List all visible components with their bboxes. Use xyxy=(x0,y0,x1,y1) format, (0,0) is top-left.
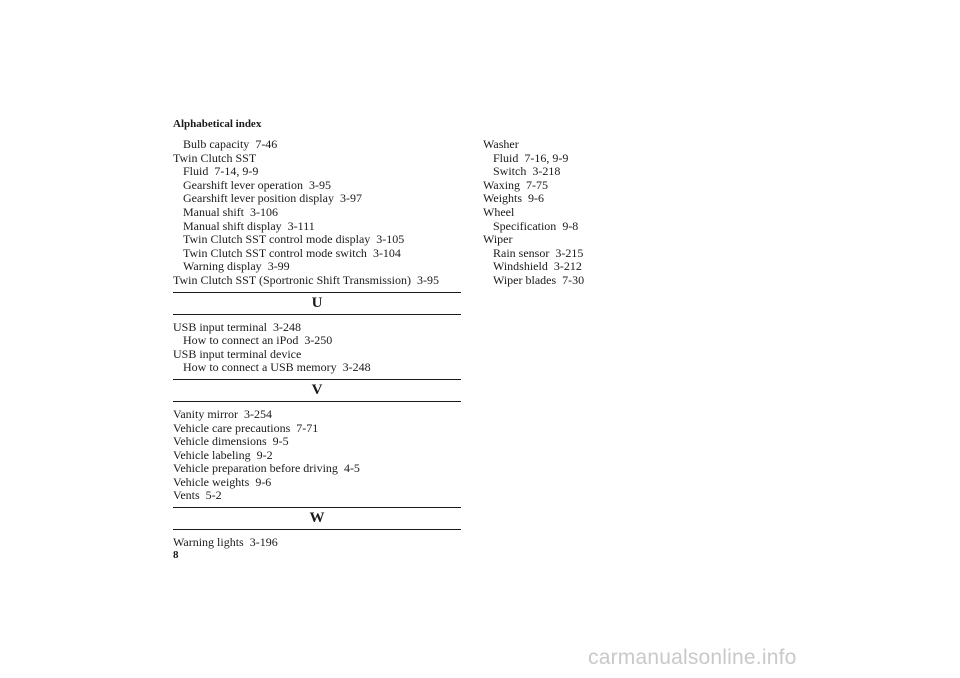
index-subentry xyxy=(173,260,461,274)
index-entry xyxy=(173,449,461,463)
index-entry xyxy=(483,192,703,206)
index-term: Vents xyxy=(173,488,200,503)
index-subentry xyxy=(173,179,461,193)
page-reference: 9-8 xyxy=(562,218,579,233)
index-term: Gearshift lever position display xyxy=(183,191,334,206)
index-term: Weights xyxy=(483,191,523,206)
page-reference: 3-248 xyxy=(273,319,301,334)
page-reference: 3-97 xyxy=(339,191,362,206)
index-term: Vanity mirror xyxy=(173,406,238,421)
index-entry xyxy=(173,274,461,288)
index-term: Rain sensor xyxy=(493,245,550,260)
index-entry xyxy=(173,435,461,449)
index-subentry xyxy=(173,233,461,247)
index-term: Manual shift xyxy=(183,204,244,219)
index-subentry xyxy=(173,334,461,348)
index-term: Waxing xyxy=(483,177,521,192)
index-column-left xyxy=(173,138,461,550)
page-reference: 4-5 xyxy=(343,461,360,476)
index-subentry xyxy=(483,274,703,288)
index-subentry xyxy=(173,206,461,220)
index-subentry xyxy=(173,247,461,261)
index-entry xyxy=(483,138,703,152)
index-entry xyxy=(173,422,461,436)
index-term: How to connect an iPod xyxy=(183,333,299,348)
index-entry xyxy=(173,462,461,476)
index-term: Vehicle weights xyxy=(173,474,250,489)
index-term: Switch xyxy=(493,164,527,179)
index-entry xyxy=(173,348,461,362)
page-number: 8 xyxy=(173,549,179,561)
page-reference: 3-248 xyxy=(342,360,371,375)
page-reference: 3-99 xyxy=(267,259,290,274)
index-subentry xyxy=(173,361,461,375)
page-reference: 7-75 xyxy=(526,177,549,192)
index-term: Vehicle labeling xyxy=(173,447,251,462)
index-column-right xyxy=(483,138,703,288)
index-term: Wiper xyxy=(483,232,513,247)
watermark: carmanualsonline.info xyxy=(588,646,797,669)
page-reference: 3-105 xyxy=(376,232,405,247)
page-reference: 3-254 xyxy=(244,406,272,421)
index-entry xyxy=(483,206,703,220)
index-entry xyxy=(173,536,461,550)
page-reference: 3-111 xyxy=(287,218,315,233)
page-reference: 7-14, 9-9 xyxy=(214,164,259,179)
page-reference: 5-2 xyxy=(205,488,222,503)
index-term: USB input terminal device xyxy=(173,346,302,361)
index-term: Vehicle care precautions xyxy=(173,420,291,435)
index-entry xyxy=(173,489,461,503)
index-entry xyxy=(173,321,461,335)
index-term: Twin Clutch SST control mode display xyxy=(183,232,371,247)
index-entry xyxy=(173,476,461,490)
index-term: USB input terminal xyxy=(173,319,267,334)
page-reference: 3-104 xyxy=(372,245,401,260)
index-term: Twin Clutch SST xyxy=(173,150,257,165)
index-subentry xyxy=(483,165,703,179)
index-subentry xyxy=(173,138,461,152)
index-subentry xyxy=(173,220,461,234)
index-term: Fluid xyxy=(493,150,519,165)
section-letter-heading: V xyxy=(173,379,461,402)
section-letter-heading: W xyxy=(173,507,461,530)
index-term: Vehicle dimensions xyxy=(173,434,267,449)
section-letter-heading: U xyxy=(173,292,461,315)
page-reference: 7-71 xyxy=(296,420,319,435)
page-reference: 3-95 xyxy=(416,272,439,287)
index-term: Twin Clutch SST control mode switch xyxy=(183,245,367,260)
index-term: How to connect a USB memory xyxy=(183,360,337,375)
index-term: Twin Clutch SST (Sportronic Shift Transmission) xyxy=(173,272,411,287)
page-reference: 9-6 xyxy=(528,191,545,206)
index-subentry xyxy=(483,260,703,274)
page-reference: 7-30 xyxy=(562,272,585,287)
index-entry xyxy=(483,233,703,247)
page-reference: 3-215 xyxy=(555,245,584,260)
index-term: Wiper blades xyxy=(493,272,557,287)
page-reference: 3-196 xyxy=(249,535,278,550)
index-term: Fluid xyxy=(183,164,209,179)
index-subentry xyxy=(483,220,703,234)
index-subentry xyxy=(483,152,703,166)
index-subentry xyxy=(483,247,703,261)
index-term: Vehicle preparation before driving xyxy=(173,461,338,476)
index-term: Bulb capacity xyxy=(183,137,250,151)
index-term: Manual shift display xyxy=(183,218,282,233)
index-term: Gearshift lever operation xyxy=(183,177,303,192)
index-entry xyxy=(173,408,461,422)
page-reference: 9-2 xyxy=(256,447,273,462)
index-term: Wheel xyxy=(483,204,515,219)
index-subentry xyxy=(173,192,461,206)
page-reference: 7-16, 9-9 xyxy=(524,150,569,165)
index-term: Warning lights xyxy=(173,535,244,550)
index-term: Specification xyxy=(493,218,557,233)
page-reference: 3-250 xyxy=(304,333,333,348)
index-entry xyxy=(173,152,461,166)
index-term: Washer xyxy=(483,137,519,151)
index-term: Warning display xyxy=(183,259,262,274)
page-header: Alphabetical index xyxy=(173,118,262,130)
page-reference: 3-95 xyxy=(308,177,331,192)
index-entry xyxy=(483,179,703,193)
index-subentry xyxy=(173,165,461,179)
page-reference: 9-5 xyxy=(272,434,289,449)
page-reference: 7-46 xyxy=(255,137,278,151)
page-reference: 9-6 xyxy=(255,474,272,489)
index-term: Windshield xyxy=(493,259,548,274)
page-reference: 3-212 xyxy=(553,259,582,274)
page-reference: 3-106 xyxy=(250,204,278,219)
page-reference: 3-218 xyxy=(532,164,561,179)
